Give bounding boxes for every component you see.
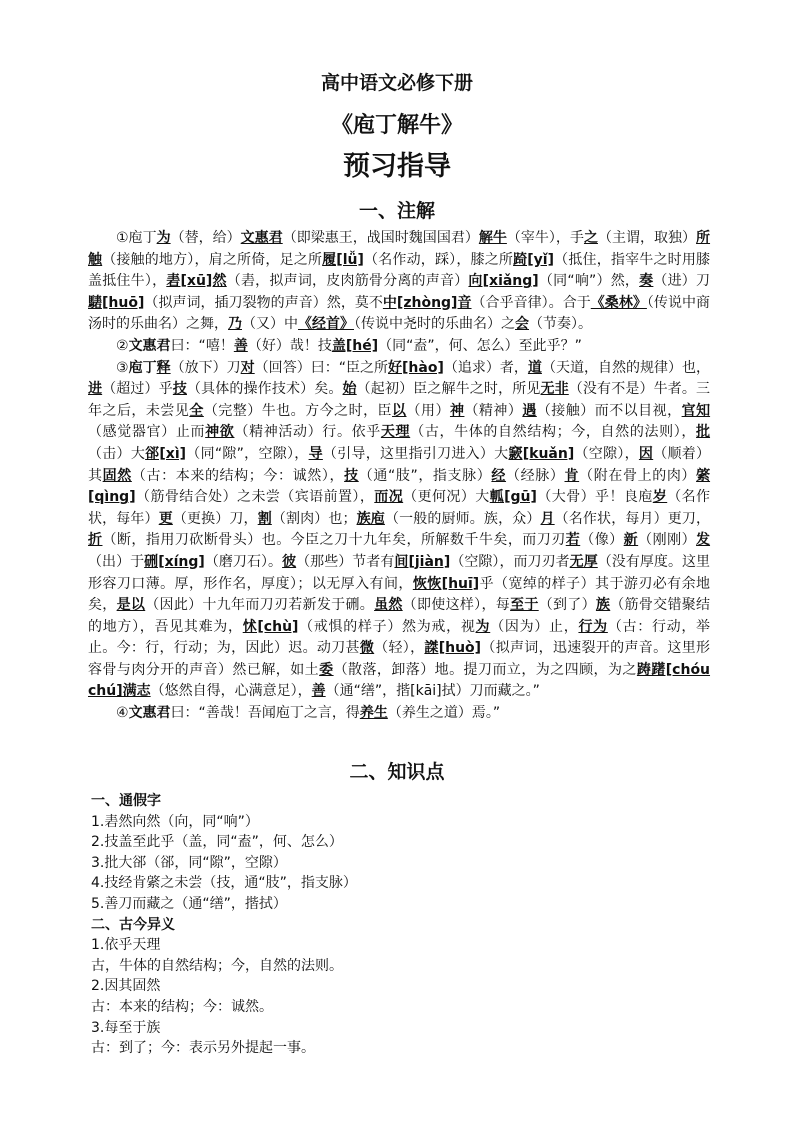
note-text: （附在骨上的肉） <box>579 467 697 484</box>
glossed-term: 遇 <box>522 402 537 419</box>
note-text: （空隙），而刀刃者 <box>450 553 570 570</box>
glossed-term: 发 <box>696 532 711 549</box>
glossed-term: 月 <box>540 510 555 527</box>
note-text: （名作动，踩），膝之所 <box>363 251 514 268</box>
note-text: （即梁惠王，战国时魏国国君） <box>282 230 479 246</box>
glossed-term: 而况 <box>374 489 404 506</box>
note-text: （替，给） <box>170 230 241 246</box>
note-text: ④ <box>116 705 129 722</box>
note-text: （天道，自然的规律）也， <box>541 359 711 376</box>
note-text: （更何况）大 <box>403 489 490 506</box>
note-text: （名作状，每年） <box>88 489 711 527</box>
glossed-term: 族 <box>595 597 611 614</box>
glossed-term: 以 <box>392 402 407 419</box>
note-text: （又）中 <box>242 316 298 333</box>
glossed-term: 硎[xíng] <box>144 553 205 570</box>
note-text: （击）大 <box>88 445 146 462</box>
note-paragraph <box>88 228 710 336</box>
glossed-term: 若 <box>565 532 581 549</box>
glossed-term: 《经首》 <box>298 316 354 333</box>
glossed-term: 綮[qìng] <box>88 467 711 506</box>
note-text: （筋骨结合处）之未尝（宾语前置）， <box>135 489 375 506</box>
glossed-term: 全 <box>189 402 204 419</box>
note-text: （即使这样），每 <box>402 597 511 614</box>
note-text: （同“隙”，空隙）， <box>186 445 309 462</box>
note-text: （接触）而不以目视， <box>536 402 682 419</box>
note-text: （完整）牛也。方今之时，臣 <box>203 402 393 419</box>
note-text: （节奏）。 <box>529 316 592 333</box>
note-text: （磨刀石）。 <box>204 553 283 570</box>
glossed-term: 无非 <box>540 381 569 398</box>
knowledge-line: 4.技经肯綮之未尝（技，通“肢”，指支脉） <box>91 875 357 892</box>
note-text: （放下）刀 <box>170 359 241 376</box>
glossed-term: 軱[gū] <box>489 489 537 506</box>
speaker-name: 庖丁 <box>128 359 157 376</box>
note-text: 曰：“嘻！ <box>170 337 234 354</box>
note-text: （具体的操作技术）矣。 <box>186 381 343 398</box>
glossed-term: 进 <box>88 381 103 398</box>
note-text: 曰：“善哉！吾闻庖丁之言，得 <box>170 705 360 722</box>
glossed-term: 天理 <box>380 424 411 441</box>
glossed-term: 对 <box>240 359 255 376</box>
note-text: （没有厚度。这里形容刀口薄。厚，形作名，厚度）；以无厚入有间， <box>88 553 711 592</box>
note-text: ③ <box>116 359 129 376</box>
note-text: （同“盍”，何、怎么）至此乎？” <box>378 337 582 354</box>
note-text: （筋骨交错聚结的地方），吾见其难为， <box>88 597 711 635</box>
glossed-term: 间[jiàn] <box>394 553 451 570</box>
glossed-term: 折 <box>88 532 103 549</box>
note-text: （拟声词，迅速裂开的声音。这里形容骨与肉分开的声音）然已解，如土 <box>88 640 711 678</box>
glossed-term: 《桑林》 <box>590 294 647 311</box>
note-text: （戒惧的样子）然为戒，视 <box>298 618 476 635</box>
glossed-term: 为 <box>475 618 491 635</box>
note-text: （因为）止， <box>490 618 579 635</box>
note-text: （回答）曰：“臣之所 <box>254 359 389 376</box>
knowledge-line: 2.技盖至此乎（盖，同“盍”，何、怎么） <box>91 834 343 851</box>
glossed-term: 为 <box>156 230 171 246</box>
note-text: （一般的厨师。族，众） <box>384 510 541 527</box>
note-text: （传说中商汤时的乐曲名）之舞， <box>88 294 711 333</box>
glossed-term: 岁 <box>652 489 668 506</box>
note-text: （超过）乎 <box>102 381 173 398</box>
course-title: 高中语文必修下册 <box>320 72 473 94</box>
note-text: （因此）十九年而刀刃若新发于硎。 <box>145 597 375 614</box>
knowledge-points <box>91 791 711 1059</box>
note-text: （感觉器官）止而 <box>88 424 206 441</box>
note-text: （没有不是）牛者。三年之后，未尝见 <box>88 381 711 419</box>
note-text: （轻）， <box>374 640 425 657</box>
glossed-term: 騞[huō] <box>88 294 145 311</box>
glossed-term: 乃 <box>228 316 242 333</box>
glossed-term: 至于 <box>510 597 539 614</box>
glossed-term: 微 <box>359 640 375 657</box>
glossed-term: 官知 <box>681 402 711 419</box>
glossed-term: 技 <box>344 467 359 484</box>
glossed-term: 始 <box>342 381 357 398</box>
glossed-term: 彼 <box>282 553 297 570</box>
knowledge-line: 1.依乎天理 <box>91 937 161 954</box>
knowledge-line: 3.批大郤（郤，同“隙”，空隙） <box>91 854 287 871</box>
glossed-term: 履[lǚ] <box>322 251 364 268</box>
glossed-term: 技 <box>172 381 187 398</box>
glossed-term: 族庖 <box>356 510 385 527</box>
glossed-term: 踦[yǐ] <box>513 251 554 268</box>
note-text: （更换）刀， <box>172 510 258 527</box>
glossed-term: 固然 <box>102 467 132 484</box>
glossed-term: 所触 <box>88 230 711 268</box>
glossed-term: 更 <box>158 510 173 527</box>
note-text: （顺着）其 <box>88 445 711 484</box>
knowledge-subheading: 一、通假字 <box>91 793 161 809</box>
glossed-term: 謋[huò] <box>424 640 482 657</box>
note-text: （通“肢”，指支脉） <box>358 467 492 484</box>
note-text: （古：本来的结构；今：诚然）， <box>131 467 345 484</box>
knowledge-line: 3.每至于族 <box>91 1019 161 1036</box>
note-text: 乎（宽绰的样子）其于游刃必有余地矣， <box>88 575 711 614</box>
note-text: （追求）者， <box>443 359 528 376</box>
glossed-term: 奏 <box>639 273 654 290</box>
note-text: （出）于 <box>88 553 145 570</box>
section-heading-notes: 一、注解 <box>358 200 435 222</box>
glossed-term: 割 <box>257 510 272 527</box>
note-text: （悠然自得，心满意足）， <box>150 683 312 700</box>
glossed-term: 释 <box>156 359 171 376</box>
note-text: （传说中尧时的乐曲名）之 <box>354 316 515 333</box>
glossed-term: 是以 <box>116 597 146 614</box>
knowledge-line: 古：到了；今：表示另外提起一事。 <box>91 1040 315 1057</box>
note-text: （那些）节者有 <box>296 553 395 570</box>
note-paragraph <box>88 336 710 358</box>
speaker-name: 文惠君 <box>128 705 171 722</box>
note-text: （抵住，指宰牛之时用膝盖抵住牛）， <box>88 251 711 290</box>
note-text: （名作状，每月）更刀， <box>554 510 711 527</box>
note-text: （拟声词，插刀裂物的声音）然，莫不 <box>144 294 383 311</box>
glossed-term: 盖[hé] <box>331 337 379 354</box>
glossed-term: 文惠君 <box>240 230 283 246</box>
glossed-term: 怵[chù] <box>242 618 299 635</box>
note-text: （精神活动）行。依乎 <box>234 424 381 441</box>
glossed-term: 恢恢[huī] <box>412 575 480 592</box>
glossed-term: 新 <box>623 532 639 549</box>
note-text: （砉，拟声词，皮肉筋骨分离的声音） <box>226 273 469 290</box>
note-text: （古：行动，举止。今：行，行动；为，因此）迟。动刀甚 <box>88 618 711 657</box>
note-paragraph <box>88 358 710 704</box>
text-title: 《庖丁解牛》 <box>330 113 463 138</box>
glossed-term: 神欲 <box>205 424 235 441</box>
note-text: （像） <box>580 532 624 549</box>
note-text: （到了） <box>538 597 596 614</box>
glossed-term: 因 <box>638 445 654 462</box>
note-paragraph <box>88 703 710 725</box>
note-text: （宰牛），手 <box>506 230 584 246</box>
notes-body <box>88 228 710 725</box>
note-text: （好）哉！技 <box>247 337 332 354</box>
note-text: （主谓，取独） <box>597 230 697 246</box>
note-text: （进）刀 <box>653 273 711 290</box>
glossed-term: 导 <box>308 445 323 462</box>
glossed-term: 好[hào] <box>388 359 444 376</box>
knowledge-line: 古：本来的结构；今：诚然。 <box>91 998 273 1015</box>
note-text: （散落，卸落）地。提刀而立，为之四顾，为之 <box>333 661 637 678</box>
glossed-term: 之 <box>583 230 598 246</box>
knowledge-line: 5.善刀而藏之（通“缮”，揩拭） <box>91 895 287 912</box>
note-text: （用） <box>406 402 450 419</box>
note-text: （合乎音律）。合于 <box>471 294 591 311</box>
knowledge-line: 1.砉然向然（向，同“响”） <box>91 813 259 830</box>
glossed-term: 窾[kuǎn] <box>508 445 575 462</box>
note-text: （割肉）也； <box>271 510 357 527</box>
glossed-term: 养生 <box>359 705 388 722</box>
glossed-term: 经 <box>491 467 507 484</box>
guide-title: 预习指导 <box>343 151 451 182</box>
note-text: ①庖丁 <box>116 230 157 246</box>
glossed-term: 批 <box>696 424 711 441</box>
note-text: （通“缮”，揩[kāi]拭）刀而藏之。” <box>325 683 540 700</box>
note-text: （经脉） <box>506 467 565 484</box>
glossed-term: 中[zhòng]音 <box>382 294 472 311</box>
glossed-term: 向[xiǎng] <box>468 273 539 290</box>
note-text: ② <box>116 337 129 354</box>
glossed-term: 行为 <box>578 618 608 635</box>
note-text: （古，牛体的自然结构；今，自然的法则）， <box>410 424 697 441</box>
speaker-name: 文惠君 <box>128 337 171 354</box>
glossed-term: 肯 <box>564 467 580 484</box>
note-text: （起初）臣之解牛之时，所见 <box>356 381 541 398</box>
knowledge-subheading: 二、古今异义 <box>91 916 175 933</box>
note-text: （精神） <box>464 402 523 419</box>
note-text: （养生之道）焉。” <box>387 705 501 722</box>
glossed-term: 郤[xì] <box>145 445 187 462</box>
note-text: （刚刚） <box>638 532 697 549</box>
section-heading-knowledge: 二、知识点 <box>349 761 445 783</box>
glossed-term: 无厚 <box>569 553 598 570</box>
glossed-term: 砉[xū]然 <box>166 273 227 290</box>
glossed-term: 善 <box>233 337 248 354</box>
note-text: （引导，这里指引刀进入）大 <box>322 445 509 462</box>
note-text: （同“响”）然， <box>538 273 640 290</box>
glossed-term: 神 <box>449 402 465 419</box>
note-text: （接触的地方），肩之所倚，足之所 <box>102 251 323 268</box>
note-text: （断，指用刀砍断骨头）也。今臣之刀十九年矣，所解数千牛矣，而刀刃 <box>102 532 566 549</box>
knowledge-line: 古，牛体的自然结构；今，自然的法则。 <box>91 957 343 974</box>
glossed-term: 虽然 <box>374 597 403 614</box>
glossed-term: 善 <box>311 683 326 700</box>
glossed-term: 委 <box>319 661 334 678</box>
glossed-term: 解牛 <box>478 230 507 246</box>
glossed-term: 道 <box>527 359 542 376</box>
note-text: （大骨）乎！良庖 <box>536 489 653 506</box>
glossed-term: 会 <box>515 316 529 333</box>
glossed-term: 踌躇[chóu chú]满志 <box>88 661 711 700</box>
knowledge-line: 2.因其固然 <box>91 978 161 995</box>
note-text: （空隙）， <box>574 445 639 462</box>
